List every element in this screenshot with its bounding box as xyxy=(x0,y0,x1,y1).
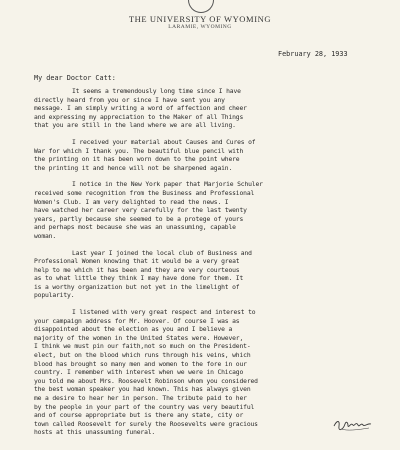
salutation: My dear Doctor Catt: xyxy=(34,74,116,82)
letter-line: I listened with very great respect and interest to xyxy=(72,309,256,317)
letter-line: Professional Women knowing that it would be a very great xyxy=(34,258,240,266)
letter-line: woman. xyxy=(34,232,57,240)
letter-paragraph xyxy=(34,181,374,241)
letter-line: the best woman speaker you had known. This has always given xyxy=(34,386,251,394)
letter-line: I think we must pin our faith,not so much on the President- xyxy=(34,343,251,351)
university-seal-icon xyxy=(188,0,214,13)
letter-line: I notice in the New York paper that Marjorie Schuler xyxy=(72,181,263,189)
letter-line: message. I am simply writing a word of affection and cheer xyxy=(34,105,247,113)
letter-line: you told me about Mrs. Roosevelt Robinson whom you considered xyxy=(34,377,258,385)
letter-line: the printing on it has been worn down to the point where xyxy=(34,156,240,164)
letter-line: elect, but on the blood which runs through his veins, which xyxy=(34,352,251,360)
letter-paragraph xyxy=(34,139,374,173)
letter-body xyxy=(34,88,374,446)
letter-line: blood has brought so many men and women to the fore in our xyxy=(34,360,247,368)
letterhead-place: LARAMIE, WYOMING xyxy=(168,24,232,30)
letter-line: War for which I thank you. The beautiful blue pencil with xyxy=(34,147,244,155)
letter-line: me a desire to hear her in person. The tribute paid to her xyxy=(34,395,247,402)
letter-line: help to me which it has been and they are very courteous xyxy=(34,266,240,274)
letter-line: popularity. xyxy=(34,292,75,300)
letter-line: I received your material about Causes and Cures of xyxy=(72,138,256,146)
letter-line: directly heard from you or since I have sent you any xyxy=(34,96,225,104)
letter-line: It seems a tremendously long time since I have xyxy=(72,88,241,95)
letter-line: Women's Club. I am very delighted to read the news. I xyxy=(34,198,229,206)
letter-paragraph xyxy=(34,88,374,131)
letter-line: and expressing my appreciation to the Maker of all Things xyxy=(34,113,244,121)
letter-date: February 28, 1933 xyxy=(278,50,348,58)
letter-line: by the people in your part of the country was very beautiful xyxy=(34,403,255,411)
letter-line: is a worthy organization but not yet in the limelight of xyxy=(34,283,240,291)
letter-line: received some recognition from the Business and Professional xyxy=(34,189,255,197)
letter-paragraph xyxy=(34,309,374,438)
letterhead-name: THE UNIVERSITY OF WYOMING xyxy=(128,14,272,24)
letter-line: years, partly because she seemed to be a protege of yours xyxy=(34,215,244,223)
letter-line: the printing it and hence will not be sharpened again. xyxy=(34,164,233,172)
letter-line: and perhaps most because she was an unassuming, capable xyxy=(34,224,236,232)
letter-line: country. I remember with interest when we were in Chicago xyxy=(34,369,244,377)
letter-line: majority of the women in the United States were. However, xyxy=(34,334,244,342)
handwritten-signature-icon xyxy=(333,416,373,432)
letter-line: Last year I joined the local club of Business and xyxy=(72,249,252,257)
letter-paragraph xyxy=(34,250,374,302)
letter-line: hosts at this unassuming funeral. xyxy=(34,429,156,437)
letter-line: and of course appropriate but is there any state, city or xyxy=(34,412,244,420)
letter-line: that you are still in the land where we are all living. xyxy=(34,122,236,130)
letter-line: your campaign address for Mr. Hoover. Of course I was as xyxy=(34,317,240,325)
letter-line: as to what little they think I may have done for them. It xyxy=(34,275,244,283)
letter-line: disappointed about the election as you and I believe a xyxy=(34,326,233,334)
letter-line: town called Roosevelt for surely the Roosevelts were gracious xyxy=(34,420,258,428)
letter-line: have watched her career very carefully for the last twenty xyxy=(34,207,247,215)
